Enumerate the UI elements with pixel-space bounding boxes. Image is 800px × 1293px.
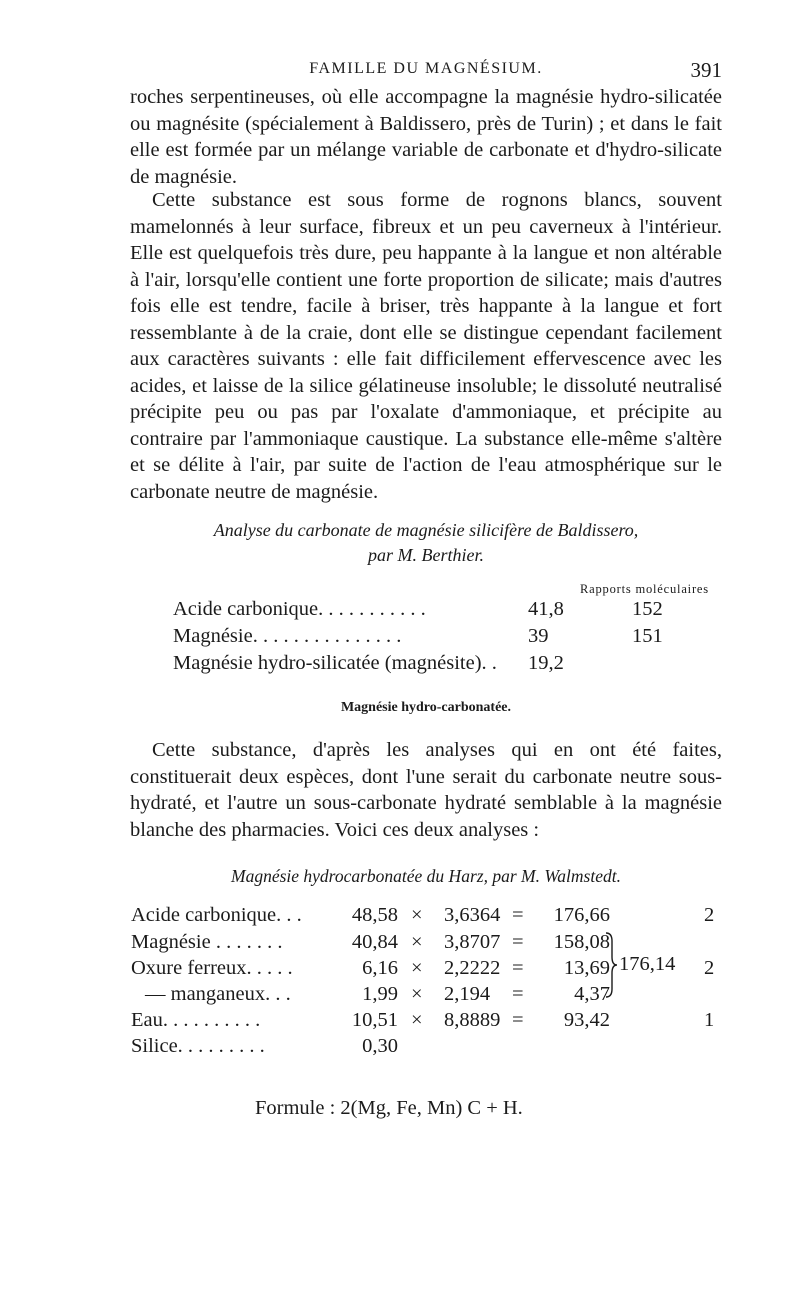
component-value: 19,2: [528, 652, 564, 674]
component-value: 39: [528, 625, 549, 647]
component-name: — manganeux. . .: [145, 983, 291, 1005]
component-value: 10,51: [351, 1009, 398, 1031]
paragraph-intro-analyses: Cette substance, d'après les analyses qui en ont été faites, constituerait deux espèces, dont l'une serait du carbonate neutre sous-hydraté, et l'autre un sous-carbonate hydraté semblable à la magnésie blanche des pharmacies. Voici ces deux analyses :: [130, 739, 722, 841]
product-value: 93,42: [563, 1009, 610, 1031]
multiply-sign: ×: [411, 957, 423, 979]
component-name: Silice. . . . . . . . .: [131, 1035, 265, 1057]
analysis-caption-walmstedt: Magnésie hydrocarbonatée du Harz, par M. Walmstedt.: [231, 866, 621, 886]
molecular-ratio: 151: [632, 625, 663, 647]
ratios-column-header: Rapports moléculaires: [580, 582, 709, 596]
section-heading: Magnésie hydro-carbonatée.: [340, 700, 512, 715]
factor-value: 3,6364: [444, 904, 501, 926]
component-value: 0,30: [362, 1035, 398, 1057]
component-value: 48,58: [351, 904, 398, 926]
factor-value: 2,194: [444, 983, 491, 1005]
caption-line: par M. Berthier.: [368, 545, 484, 565]
equals-sign: =: [512, 904, 524, 926]
product-value: 158,08: [553, 931, 610, 953]
molecular-ratio: 1: [704, 1009, 715, 1031]
multiply-sign: ×: [411, 983, 423, 1005]
equals-sign: =: [512, 957, 524, 979]
component-name: Acide carbonique. . . . . . . . . . .: [173, 598, 426, 620]
component-value: 1,99: [362, 983, 398, 1005]
equals-sign: =: [512, 983, 524, 1005]
component-name: Magnésie . . . . . . .: [131, 931, 283, 953]
molecular-ratio: 2: [704, 957, 715, 979]
running-title: FAMILLE DU MAGNÉSIUM.: [309, 60, 543, 77]
factor-value: 8,8889: [444, 1009, 501, 1031]
product-value: 4,37: [574, 983, 610, 1005]
curly-brace-icon: [604, 931, 618, 999]
component-name: Oxure ferreux. . . . .: [131, 957, 293, 979]
component-value: 40,84: [351, 931, 398, 953]
chemical-formula: Formule : 2(Mg, Fe, Mn) C + H.: [255, 1097, 523, 1119]
molecular-ratio: 152: [632, 598, 663, 620]
product-value: 176,66: [553, 904, 610, 926]
component-name: Magnésie. . . . . . . . . . . . . . .: [173, 625, 402, 647]
product-value: 13,69: [563, 957, 610, 979]
multiply-sign: ×: [411, 1009, 423, 1031]
molecular-ratio: 2: [704, 904, 715, 926]
caption-line: Analyse du carbonate de magnésie silicifère de Baldissero,: [213, 520, 639, 540]
component-name: Eau. . . . . . . . . .: [131, 1009, 261, 1031]
bracket-sum: 176,14: [619, 953, 676, 975]
component-name: Acide carbonique. . .: [131, 904, 302, 926]
multiply-sign: ×: [411, 904, 423, 926]
equals-sign: =: [512, 931, 524, 953]
component-value: 6,16: [362, 957, 398, 979]
component-value: 41,8: [528, 598, 564, 620]
running-head: [130, 58, 722, 82]
multiply-sign: ×: [411, 931, 423, 953]
equals-sign: =: [512, 1009, 524, 1031]
page-number: 391: [690, 58, 722, 82]
paragraph-description: Cette substance est sous forme de rognons blancs, souvent mamelonnés à leur surface, fibreux et un peu caverneux à l'intérieur. Elle est quelquefois très dure, peu happante à la langue et non altérable à l'air, lorsqu'elle contient une forte proportion de silicate; mais d'autres fois elle est tendre, facile à briser, très happante à la langue et fort ressemblante à de la craie, dont elle se distingue cependant facilement aux caractères suivants : elle fait difficilement effervescence avec les acides, et laisse de la silice gélatineuse insoluble; le dissoluté neutralisé précipite peu ou pas par l'oxalate d'ammoniaque, et précipite au contraire par l'ammoniaque caustique. La substance elle-même s'altère et se délite à l'air, par suite de l'action de l'eau atmosphérique sur le carbonate neutre de magnésie.: [130, 189, 722, 503]
factor-value: 2,2222: [444, 957, 501, 979]
component-name: Magnésie hydro-silicatée (magnésite). .: [173, 652, 497, 674]
analysis-caption-berthier: [130, 518, 722, 568]
paragraph-continuation: roches serpentineuses, où elle accompagne la magnésie hydro-silicatée ou magnésite (spécialement à Baldissero, près de Turin) ; et dans le fait elle est formée par un mélange variable de carbonate et d'hydro-silicate de magnésie.: [130, 86, 722, 188]
factor-value: 3,8707: [444, 931, 501, 953]
